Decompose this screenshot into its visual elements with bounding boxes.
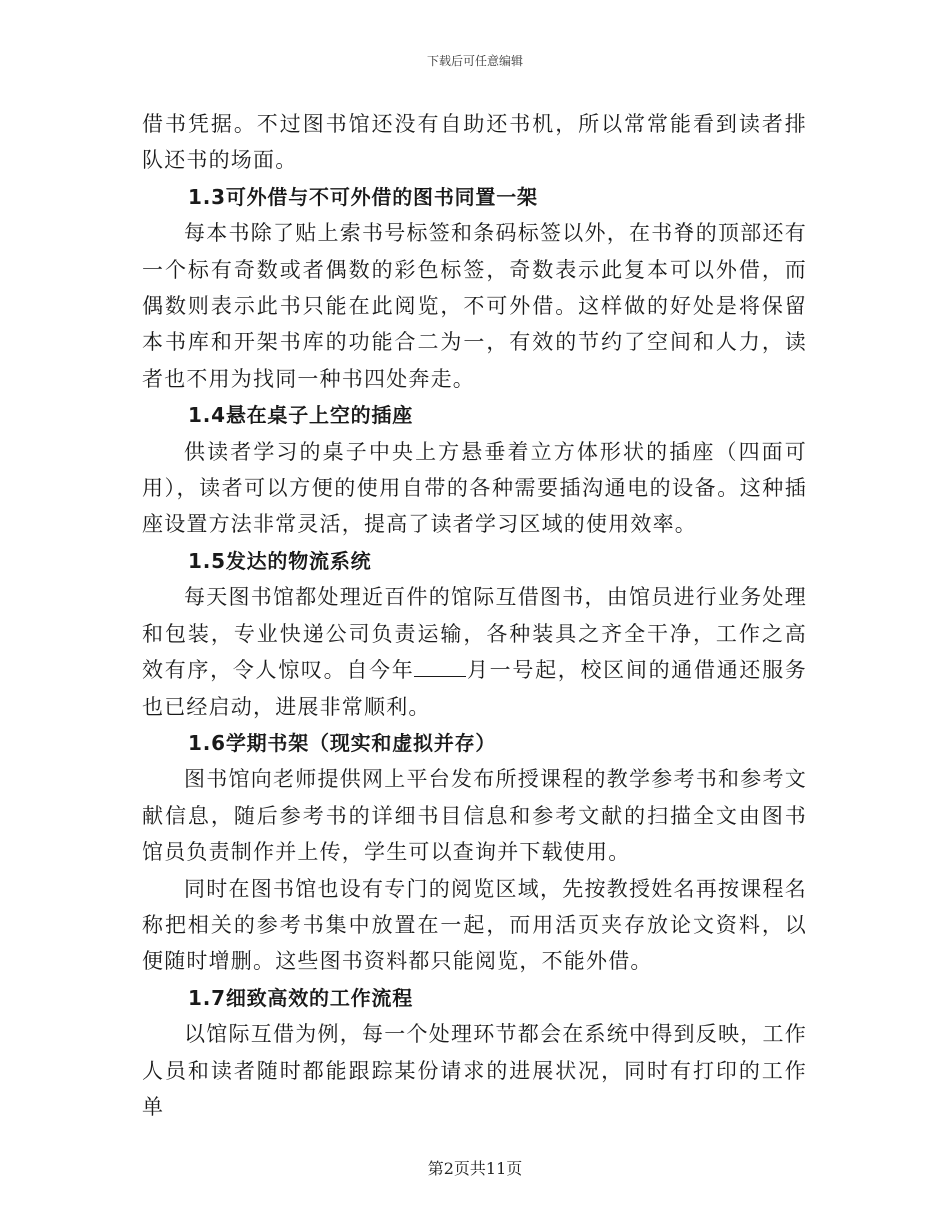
section-heading-1-6: 1.6学期书架（现实和虚拟并存） [188,730,497,755]
paragraph-1-6-first: 图书馆向老师提供网上平台发布所授课程的教学参考书和参考文献信息，随后参考书的详细书目信息和参考文献的扫描全文由图书馆员负责制作并上传，学生可以查询并下载使用。 [142,767,807,865]
page-header: 下载后可任意编辑 [426,54,523,68]
paragraph-1-5 [142,579,807,725]
paragraph-1-5-part-b: 月一号起，校区间的通借通还服务也已经启动，进展非常顺利。 [142,658,808,719]
section-heading-1-7: 1.7细致高效的工作流程 [188,985,414,1010]
paragraph-1-4: 供读者学习的桌子中央上方悬垂着立方体形状的插座（四面可用），读者可以方便的使用自带的各种需要插沟通电的设备。这种插座设置方法非常灵活，提高了读者学习区域的使用效率。 [142,439,807,537]
paragraph-intro: 借书凭据。不过图书馆还没有自助还书机，所以常常能看到读者排队还书的场面。 [142,112,807,173]
document-body [142,106,807,1125]
paragraph-1-3: 每本书除了贴上索书号标签和条码标签以外，在书脊的顶部还有一个标有奇数或者偶数的彩色标签，奇数表示此复本可以外借，而偶数则表示此书只能在此阅览，不可外借。这样做的好处是将保留本书库和开架书库的功能合二为一，有效的节约了空间和人力，读者也不用为找同一种书四处奔走。 [142,221,807,391]
paragraph-1-7: 以馆际互借为例，每一个处理环节都会在系统中得到反映，工作人员和读者随时都能跟踪某份请求的进展状况，同时有打印的工作单 [142,1022,807,1119]
section-heading-1-3: 1.3可外借与不可外借的图书同置一架 [188,184,538,209]
section-heading-1-5: 1.5发达的物流系统 [188,548,372,573]
section-heading-1-4: 1.4悬在桌子上空的插座 [188,403,414,428]
page-footer: 第2页共11页 [427,1159,523,1178]
fill-in-blank [414,658,466,677]
paragraph-1-6-second: 同时在图书馆也设有专门的阅览区域，先按教授姓名再按课程名称把相关的参考书集中放置在一起，而用活页夹存放论文资料，以便随时增删。这些图书资料都只能阅览，不能外借。 [142,876,807,974]
paragraph-1-5-part-a: 每天图书馆都处理近百件的馆际互借图书，由馆员进行业务处理和包装，专业快递公司负责运输，各种装具之齐全干净，工作之高效有序，令人惊叹。自今年 [142,585,807,683]
